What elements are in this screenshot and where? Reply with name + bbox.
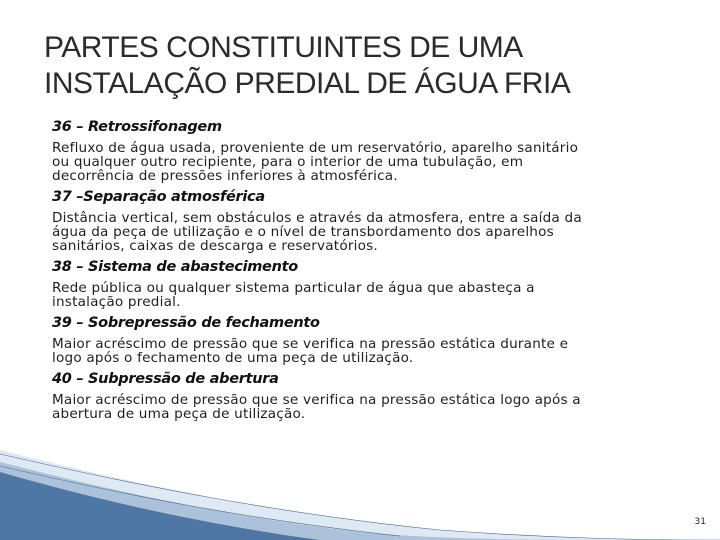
definition-heading: 38 – Sistema de abastecimento bbox=[52, 259, 298, 275]
definition-text-line: Maior acréscimo de pressão que se verifica na pressão estática logo após a bbox=[52, 392, 581, 408]
definition-text-line: Maior acréscimo de pressão que se verifica na pressão estática durante e bbox=[52, 336, 569, 352]
page-number: 31 bbox=[694, 517, 706, 527]
definition-text bbox=[52, 393, 682, 421]
definition-text-line: ou qualquer outro recipiente, para o interior de uma tubulação, em bbox=[52, 154, 524, 170]
definition-text-line: instalação predial. bbox=[52, 294, 181, 310]
definition-text bbox=[52, 281, 682, 309]
definitions-list bbox=[52, 117, 682, 425]
definition-heading: 39 – Sobrepressão de fechamento bbox=[52, 315, 320, 331]
definition-text bbox=[52, 141, 682, 183]
definition-text-line: Refluxo de água usada, proveniente de um reservatório, aparelho sanitário bbox=[52, 140, 579, 156]
definition-text bbox=[52, 337, 682, 365]
definition-heading: 37 –Separação atmosférica bbox=[52, 189, 265, 205]
definition-item-38 bbox=[52, 257, 682, 309]
definition-item-39 bbox=[52, 313, 682, 365]
definition-item-40 bbox=[52, 369, 682, 421]
definition-item-37 bbox=[52, 187, 682, 253]
definition-text-line: Distância vertical, sem obstáculos e através da atmosfera, entre a saída da bbox=[52, 210, 582, 226]
slide-title-line-2: INSTALAÇÃO PREDIAL DE ÁGUA FRIA bbox=[44, 67, 571, 100]
definition-text bbox=[52, 211, 682, 253]
definition-text-line: água da peça de utilização e o nível de transbordamento dos aparelhos bbox=[52, 224, 554, 240]
decorative-wave bbox=[0, 450, 720, 540]
slide-title-line-1: PARTES CONSTITUINTES DE UMA bbox=[44, 31, 523, 64]
definition-text-line: Rede pública ou qualquer sistema particular de água que abasteça a bbox=[52, 280, 535, 296]
definition-text-line: sanitários, caixas de descarga e reservatórios. bbox=[52, 238, 378, 254]
definition-heading: 36 – Retrossifonagem bbox=[52, 119, 222, 135]
definition-text-line: decorrência de pressões inferiores à atmosférica. bbox=[52, 168, 398, 184]
definition-text-line: logo após o fechamento de uma peça de utilização. bbox=[52, 350, 414, 366]
definition-heading: 40 – Subpressão de abertura bbox=[52, 371, 279, 387]
definition-text-line: abertura de uma peça de utilização. bbox=[52, 406, 306, 422]
slide-title bbox=[44, 30, 704, 102]
definition-item-36 bbox=[52, 117, 682, 183]
